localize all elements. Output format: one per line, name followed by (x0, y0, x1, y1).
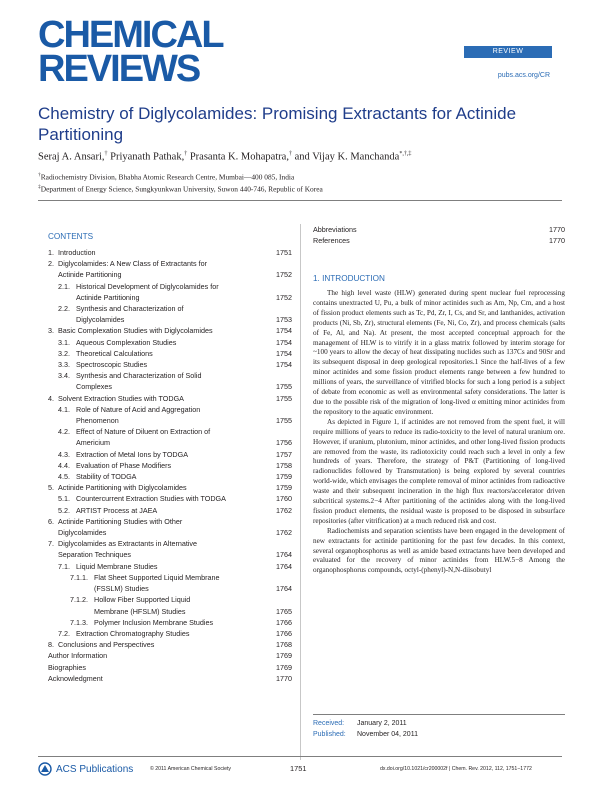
toc-number: 7.1.1. (70, 572, 88, 582)
toc-label: Diglycolamides as Extractants in Alternative (58, 539, 198, 549)
toc-label: Extraction of Metal Ions by TODGA (76, 449, 188, 459)
toc-number: 7.2. (58, 628, 70, 638)
toc-label: Abbreviations (313, 225, 357, 234)
doi-citation[interactable]: dx.doi.org/10.1021/cr200002f | Chem. Rev. 2012, 112, 1751−1772 (380, 766, 532, 772)
toc-number (58, 415, 76, 426)
toc-number: 2.1. (58, 281, 70, 291)
toc-page (266, 516, 292, 527)
toc-number (70, 583, 94, 594)
affiliation-2-text: Department of Energy Science, Sungkyunkwan University, Suwon 440-746, Republic of Korea (40, 184, 323, 194)
published-label: Published: (313, 731, 346, 738)
toc-label: Hollow Fiber Supported Liquid (94, 595, 191, 605)
toc-page: 1754 (276, 326, 292, 336)
toc-label: Author Information (48, 651, 108, 661)
toc-page: 1755 (276, 393, 292, 403)
toc-number: 4.4. (58, 460, 70, 470)
toc-entry[interactable] (48, 258, 292, 269)
toc-label: Complexes (76, 382, 112, 392)
toc-page: 1770 (549, 225, 565, 234)
toc-label: Americium (76, 438, 110, 448)
toc-entry[interactable] (48, 337, 292, 348)
toc-entry[interactable] (48, 516, 292, 527)
toc-page: 1764 (276, 561, 292, 571)
toc-entry[interactable] (48, 292, 292, 303)
page-number: 1751 (290, 764, 307, 773)
toc-number (70, 606, 94, 617)
toc-page: 1764 (276, 584, 292, 594)
publisher-name: ACS Publications (56, 763, 134, 775)
toc-entry[interactable] (48, 583, 292, 594)
toc-number (58, 314, 76, 325)
masthead-line2: REVIEWS (38, 48, 200, 90)
toc-entry[interactable] (48, 572, 292, 583)
affiliation-1-text: Radiochemistry Division, Bhabha Atomic Research Centre, Mumbai—400 085, India (40, 172, 295, 182)
author-4-mark: *,†,‡ (399, 151, 412, 157)
toc-page (266, 258, 292, 269)
toc-label: Diglycolamides (58, 528, 107, 538)
toc-entry[interactable] (48, 639, 292, 650)
toc-entry[interactable] (48, 505, 292, 516)
toc-label: Solvent Extraction Studies with TODGA (58, 393, 184, 403)
toc-page: 1755 (276, 382, 292, 392)
author-3[interactable]: Prasanta K. Mohapatra, (187, 151, 289, 163)
toc-number: 3.3. (58, 360, 70, 370)
toc-entry[interactable] (48, 673, 292, 684)
toc-number: 7.1. (58, 561, 70, 571)
toc-label: Evaluation of Phase Modifiers (76, 460, 172, 470)
toc-number (58, 292, 76, 303)
author-3-mark: † (288, 151, 292, 157)
toc-label: Extraction Chromatography Studies (76, 628, 190, 638)
toc-label: Polymer Inclusion Membrane Studies (94, 617, 214, 627)
paragraph-2: As depicted in Figure 1, if actinides are not removed from the spent fuel, it will require millions of years to reduce its radio-toxicity to the level of natural uranium ore. However, if uranium, plutonium, minor actinides, and other long-lived fission products are removed from the waste, its radiotoxicity could reach such a level in only a few hundreds of years. Therefore, the strategy of P&T (Partitioning of long-lived radionuclides followed by Transmutation) is being explored by several countries world-wide, which envisages the complete removal of minor actinides from radioactive waste and their subsequent incineration in the high flux reactors/accelerator driven subcritical systems.2−4 After partitioning of the actinides along with the long-lived fission product elements, the residual waste is proposed to be disposed in subsurface repositories (after vitrification) at a much reduced risk and cost. (313, 417, 565, 525)
toc-page: 1754 (276, 348, 292, 358)
toc-label: Phenomenon (76, 416, 119, 426)
toc-label: Diglycolamides (76, 315, 125, 325)
paragraph-1: The high level waste (HLW) generated during spent nuclear fuel reprocessing contains unextracted U, Pu, a bulk of minor actinides such as Am, Np, Cm, and a host of fission product elements such as Tc, Pd, Zr, I, Cs, and Sr, and lanthanides, activation products (Ni, Sb, Zr), structural elements (Fe, Ni, Co, Zr), and process chemicals (salts of Fe, Al, and Na). At present, the most accepted conceptual approach for the management of HLW is to vitrify it in a glass matrix followed by interim storage for ~100 years to allow the decay of heat dissipating nuclides such as 137Cs and 90Sr and its subsequent disposal in deep geological repositories.1 Since the half-lives of a few minor actinides and some fission product elements range between a few hundred to millions of years, the surveillance of vitrified blocks for such a long period is a subject of debate from economic as well as environmental safety considerations. The latter is due to the possible risk of the migration of long-lived α emitting minor actinides from the repository to the aquatic environment. (313, 289, 565, 416)
toc-number: 2.2. (58, 304, 70, 314)
toc-entry[interactable] (48, 549, 292, 560)
toc-label: Effect of Nature of Diluent on Extraction of (76, 427, 211, 437)
published-row (313, 729, 565, 740)
toc-entry[interactable] (48, 393, 292, 404)
toc-number: 3.1. (58, 337, 70, 347)
toc-page: 1770 (549, 236, 565, 246)
toc-number: 4. (48, 393, 54, 403)
footer-divider (38, 756, 562, 757)
toc-page (266, 281, 292, 292)
toc-number: 3.2. (58, 348, 70, 358)
toc-label: Conclusions and Perspectives (58, 640, 155, 650)
toc-number (48, 549, 58, 560)
toc-number (48, 527, 58, 538)
toc-page (266, 572, 292, 583)
toc-label: (FSSLM) Studies (94, 584, 149, 594)
toc-label: Acknowledgment (48, 673, 103, 683)
toc-number: 4.5. (58, 472, 70, 482)
toc-entry[interactable] (48, 314, 292, 325)
contents-heading: CONTENTS (48, 232, 94, 241)
toc-page: 1758 (276, 460, 292, 470)
toc-number: 7.1.2. (70, 595, 88, 605)
toc-page (266, 404, 292, 415)
received-row (313, 718, 565, 729)
toc-entry[interactable] (48, 449, 292, 460)
toc-label: Membrane (HFSLM) Studies (94, 606, 186, 616)
toc-page: 1760 (276, 494, 292, 504)
toc-entry[interactable] (48, 493, 292, 504)
toc-entry[interactable] (48, 370, 292, 381)
toc-page (266, 538, 292, 549)
toc-label: ARTIST Process at JAEA (76, 505, 158, 515)
dates-divider (313, 714, 565, 715)
toc-label: Countercurrent Extraction Studies with TODGA (76, 494, 226, 504)
toc-entry[interactable] (48, 437, 292, 448)
toc-entry[interactable] (48, 247, 292, 258)
toc-entry[interactable] (48, 426, 292, 437)
toc-page: 1762 (276, 528, 292, 538)
author-2-mark: † (184, 151, 188, 157)
toc-number: 4.2. (58, 427, 70, 437)
toc-entry[interactable] (48, 359, 292, 370)
toc-page (266, 426, 292, 437)
author-2[interactable]: Priyanath Pathak, (107, 151, 185, 163)
toc-entry[interactable] (48, 404, 292, 415)
toc-page: 1759 (276, 483, 292, 493)
masthead-line1: CHEMICAL (38, 14, 223, 56)
affiliation-1 (38, 170, 558, 182)
toc-entry[interactable] (48, 269, 292, 280)
journal-masthead (38, 14, 268, 90)
toc-entry[interactable] (48, 617, 292, 628)
toc-page: 1753 (276, 315, 292, 325)
toc-label: Synthesis and Characterization of Solid (76, 371, 202, 381)
copyright-notice: © 2011 American Chemical Society (150, 766, 231, 772)
toc-page: 1756 (276, 438, 292, 448)
toc-label: Separation Techniques (58, 550, 131, 560)
toc-entry[interactable] (48, 594, 292, 605)
toc-entry[interactable] (48, 561, 292, 572)
toc-extra-list (313, 224, 565, 246)
toc-label: Aqueous Complexation Studies (76, 337, 177, 347)
toc-entry[interactable] (48, 650, 292, 661)
toc-page: 1751 (276, 248, 292, 257)
toc-entry[interactable] (48, 527, 292, 538)
toc-page: 1764 (276, 550, 292, 560)
toc-number: 5.1. (58, 494, 70, 504)
toc-entry[interactable] (48, 325, 292, 336)
toc-page: 1765 (276, 606, 292, 616)
toc-label: Actinide Partitioning (58, 270, 122, 280)
affiliation-2 (38, 182, 558, 194)
received-label: Received: (313, 720, 345, 727)
author-list (38, 151, 558, 163)
toc-label: Stability of TODGA (76, 472, 137, 482)
toc-label: Spectroscopic Studies (76, 360, 148, 370)
toc-label: Actinide Partitioning (76, 292, 140, 302)
toc-number: 7.1.3. (70, 617, 88, 627)
journal-url-link[interactable]: pubs.acs.org/CR (497, 72, 550, 79)
toc-number: 1. (48, 248, 54, 257)
toc-label: Actinide Partitioning with Diglycolamides (58, 483, 187, 493)
toc-entry[interactable] (313, 235, 565, 246)
toc-entry[interactable] (48, 538, 292, 549)
affiliation-1-mark: † (38, 172, 41, 178)
section-heading: 1. INTRODUCTION (313, 274, 385, 283)
introduction-text (313, 289, 565, 576)
toc-label: Historical Development of Diglycolamides for (76, 281, 219, 291)
toc-page: 1769 (276, 662, 292, 672)
toc-page (266, 370, 292, 381)
toc-number: 8. (48, 640, 54, 650)
toc-entry[interactable] (48, 415, 292, 426)
toc-entry[interactable] (313, 224, 565, 235)
table-of-contents (48, 232, 292, 684)
toc-number: 3. (48, 326, 54, 336)
toc-entry[interactable] (48, 381, 292, 392)
author-4[interactable]: and Vijay K. Manchanda (291, 151, 400, 163)
toc-entry[interactable] (48, 606, 292, 617)
header-divider (38, 200, 562, 201)
toc-number: 3.4. (58, 371, 70, 381)
toc-page: 1755 (276, 416, 292, 426)
toc-number: 6. (48, 516, 54, 526)
toc-label: Biographies (48, 662, 86, 672)
toc-number: 5.2. (58, 505, 70, 515)
toc-page: 1766 (276, 617, 292, 627)
toc-page (266, 594, 292, 605)
toc-entry[interactable] (48, 303, 292, 314)
toc-entry[interactable] (48, 482, 292, 493)
toc-page: 1770 (276, 673, 292, 683)
author-1-mark: † (104, 151, 108, 157)
toc-label: Flat Sheet Supported Liquid Membrane (94, 572, 220, 582)
toc-label: Introduction (58, 248, 96, 257)
toc-page: 1752 (276, 292, 292, 302)
toc-number (58, 381, 76, 392)
toc-entry[interactable] (48, 662, 292, 673)
toc-label: Diglycolamides: A New Class of Extractants for (58, 259, 207, 269)
toc-label: References (313, 236, 350, 246)
toc-page: 1754 (276, 337, 292, 347)
toc-list (48, 247, 292, 684)
toc-entry[interactable] (48, 348, 292, 359)
toc-page: 1768 (276, 640, 292, 650)
article-title: Chemistry of Diglycolamides: Promising Extractants for Actinide Partitioning (38, 104, 517, 144)
toc-number (48, 269, 58, 280)
paragraph-3: Radiochemists and separation scientists have been engaged in the development of new extractants for actinide partitioning for the past few decades. In this context, several organophosphorus as well as amide based extractants have been developed and evaluated for the recovery of minor actinides from HLW.5−8 Among the organophosphorus compounds, octyl-(phenyl)-N,N-diisobutyl (313, 526, 565, 575)
toc-label: Basic Complexation Studies with Diglycolamides (58, 326, 213, 336)
toc-label: Theoretical Calculations (76, 348, 153, 358)
toc-number: 7. (48, 539, 54, 549)
toc-entry[interactable] (48, 281, 292, 292)
toc-number: 4.3. (58, 449, 70, 459)
toc-number: 4.1. (58, 404, 70, 414)
toc-number: 2. (48, 259, 54, 269)
article-dates (313, 718, 565, 740)
column-divider (300, 224, 301, 760)
review-badge: REVIEW (464, 46, 552, 58)
toc-label: Actinide Partitioning Studies with Other (58, 516, 183, 526)
toc-label: Synthesis and Characterization of (76, 304, 184, 314)
affiliation-2-mark: ‡ (38, 184, 41, 190)
toc-label: Liquid Membrane Studies (76, 561, 158, 571)
toc-page: 1766 (276, 628, 292, 638)
toc-entry[interactable] (48, 471, 292, 482)
contents-continued (313, 224, 565, 246)
toc-page: 1754 (276, 360, 292, 370)
toc-page: 1762 (276, 505, 292, 515)
toc-label: Role of Nature of Acid and Aggregation (76, 404, 201, 414)
toc-page (266, 303, 292, 314)
published-date: November 04, 2011 (357, 731, 418, 738)
toc-number: 5. (48, 483, 54, 493)
toc-entry[interactable] (48, 460, 292, 471)
toc-page: 1759 (276, 472, 292, 482)
toc-page: 1769 (276, 651, 292, 661)
toc-number (58, 437, 76, 448)
toc-entry[interactable] (48, 628, 292, 639)
toc-page: 1757 (276, 449, 292, 459)
toc-page: 1752 (276, 270, 292, 280)
acs-publications-logo (38, 762, 133, 776)
acs-logo-icon (38, 762, 52, 776)
received-date: January 2, 2011 (357, 720, 407, 727)
author-1[interactable]: Seraj A. Ansari, (38, 151, 105, 163)
